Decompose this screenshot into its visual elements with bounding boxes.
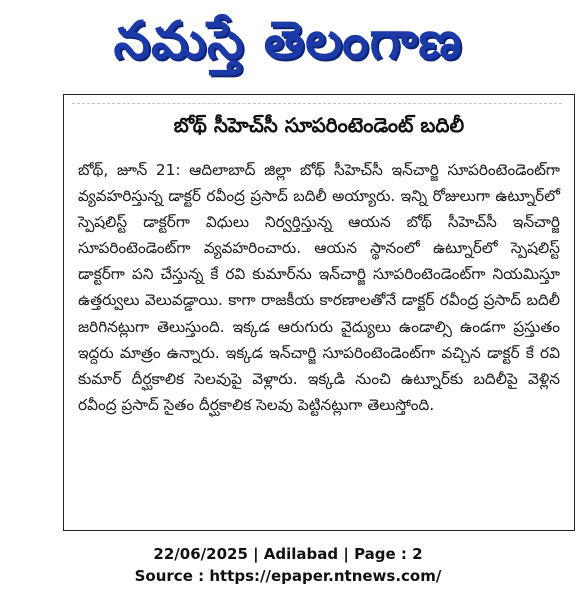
masthead-title: నమస్తే తెలంగాణ bbox=[113, 11, 463, 71]
news-clipping bbox=[63, 94, 575, 531]
clipping-date-edition-page: 22/06/2025 | Adilabad | Page : 2 bbox=[153, 545, 423, 563]
clipping-cut-next-headline bbox=[78, 514, 568, 531]
clipping-source: Source : https://epaper.ntnews.com/ bbox=[134, 567, 442, 585]
newspaper-masthead bbox=[0, 0, 576, 85]
article-headline: బోథ్ సీహెచ్‌సీ సూపరింటెండెంట్ బదిలీ bbox=[173, 113, 465, 137]
clipping-top-edge bbox=[72, 97, 562, 104]
article-body: బోథ్, జూన్ 21: ఆదిలాబాద్ జిల్లా బోథ్ సీహెచ్‌సీ ఇన్‌చార్జి సూపరింటెండెంట్‌గా వ్యవహరిస్తున్న డాక్టర్ రవీంద్ర ప్రసాద్ బదిలీ అయ్యారు. ఇన్ని రోజులుగా ఉట్నూర్‌లో స్పెషలిస్ట్ డాక్టర్‌గా విధులు నిర్వర్తిస్తున్న ఆయన బోథ్ సీహెచ్‌సీ ఇన్‌చార్జి సూపరింటెండెంట్‌గా వ్యవహరించారు. ఆయన స్థానంలో ఉట్నూర్‌లో స్పెషలిస్ట్ డాక్టర్‌గా పని చేస్తున్న కే రవి కుమార్‌ను ఇన్‌చార్జి సూపరింటెండెంట్‌గా నియమిస్తూ ఉత్తర్వులు వెలువడ్డాయి. కాగా రాజకీయ కారణాలతోనే డాక్టర్ రవీంద్ర ప్రసాద్ బదిలీ జరిగినట్లుగా తెలుస్తుంది. ఇక్కడ ఆరుగురు వైద్యులు ఉండాల్సి ఉండగా ప్రస్తుతం ఇద్దరు మాత్రం ఉన్నారు. ఇక్కడ ఇన్‌చార్జి సూపరింటెండెంట్‌గా వచ్చిన డాక్టర్ కే రవి కుమార్ దీర్ఘకాలిక సెలవుపై వెళ్లారు. ఇక్కడి నుంచి ఉట్నూర్‌కు బదిలీపై వెళ్లిన రవీంద్ర ప్రసాద్ సైతం దీర్ఘకాలిక సెలవు పెట్టినట్లుగా తెలుస్తోంది. bbox=[78, 161, 560, 414]
